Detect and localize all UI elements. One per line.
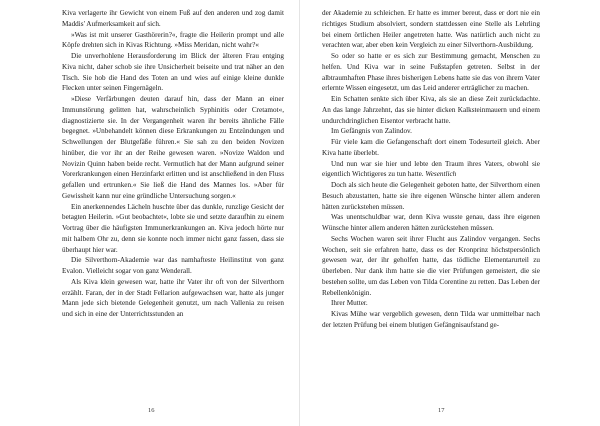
paragraph: Was unentschuldbar war, denn Kiva wusste genau, dass ihre eigenen Wünsche hinter allem anderen hätten zurückstehen müssen.	[322, 213, 540, 232]
page-number: 17	[438, 407, 445, 414]
right-page-text	[322, 8, 540, 331]
paragraph: Für viele kam die Gefangenschaft dort einem Todesurteil gleich. Aber Kiva hatte überlebt.	[322, 138, 540, 157]
paragraph: Ein Schatten senkte sich über Kiva, als sie an diese Zeit zurückdachte. An das lange Jahrzehnt, das sie hinter dicken Kalksteinmauern und einem undurchdringlichen Eisentor verbracht hatte.	[322, 95, 540, 125]
paragraph: So oder so hatte er es sich zur Bestimmung gemacht, Menschen zu helfen. Und Kiva war in seine Fußstapfen getreten. Selbst in der albtraumhaften Phase ihres bisherigen Lebens hatte sie das von ihrem Vater erlernte Wissen eingesetzt, um das Leid anderer erträglicher zu machen.	[322, 52, 540, 93]
paragraph: Kiva verlagerte ihr Gewicht von einem Fuß auf den anderen und zog damit Maddis' Aufmerksamkeit auf sich.	[62, 9, 284, 28]
paragraph: Ihrer Mutter.	[331, 299, 368, 308]
right-page	[300, 0, 600, 426]
paragraph: »Diese Verfärbungen deuten darauf hin, dass der Mann an einer Immunstörung gelitten hat, wahrscheinlich Syphinitis oder Cretamot«, diagnostizierte sie. In der Vergangenheit waren ihr bereits ähnliche Fälle begegnet. »Unbehandelt können diese Erkrankungen zu Entzündungen und Schwellungen der Blutgefäße führen.« Sie sah zu den beiden Novizen hinüber, die vor ihr an der Reihe gewesen waren. »Novize Waldon und Novizin Quinn haben beide recht. Vermutlich hat der Mann aufgrund seiner Vorerkrankungen einen Herzinfarkt erlitten und ist anschließend in den Fluss gefallen und ertrunken.« Sie ließ die Hand des Mannes los. »Aber für Gewissheit kann nur eine gründliche Untersuchung sorgen.«	[62, 95, 284, 200]
paragraph: »Was ist mit unserer Gasthörerin?«, fragte die Heilerin prompt und alle Köpfe drehten sich in Kivas Richtung. »Miss Meridan, nicht wahr?«	[62, 30, 284, 50]
paragraph: Ein anerkennendes Lächeln huschte über das dunkle, runzlige Gesicht der betagten Heilerin. »Gut beobachtet«, lobte sie und setzte daraufhin zu einem Vortrag über die häufigsten Immunerkrankungen an. Kiva jedoch hörte nur mit halbem Ohr zu, denn sie konnte noch immer nicht ganz fassen, dass sie überhaupt hier war.	[62, 202, 284, 254]
paragraph: Sechs Wochen waren seit ihrer Flucht aus Zalindov vergangen. Sechs Wochen, seit sie erfahren hatte, dass es der Kronprinz höchstpersönlich gewesen war, der ihr geholfen hatte, das tödliche Elementarurteil zu überleben. Nur dank ihm hatte sie die vier Prüfungen gemeistert, die sie bestehen sollte, um das Leben von Tilda Corentine zu retten. Das Leben der Rebellenkönigin.	[322, 234, 540, 297]
paragraph	[322, 159, 540, 181]
paragraph: der Akademie zu schleichen. Er hatte es immer bereut, dass er dort nie ein richtiges Studium absolviert, sondern stattdessen eine Stelle als Lehrling bei einem örtlichen Heiler angetreten hatte. Was natürlich auch nicht zu verachten war, aber eben kein Vergleich zu einer Silverthorn-Ausbildung.	[322, 9, 540, 50]
paragraph: Die Silverthorn-Akademie war das namhafteste Heilinstitut von ganz Evalon. Vielleicht sogar von ganz Wenderall.	[62, 256, 284, 275]
paragraph: Im Gefängnis von Zalindov.	[331, 127, 412, 136]
paragraph: Doch als sich heute die Gelegenheit geboten hatte, der Silverthorn einen Besuch abzustatten, hatte sie ihre eigenen Wünsche hinter allem anderen hätten zurückstehen müssen.	[322, 181, 540, 211]
page-number: 16	[148, 407, 155, 414]
paragraph: Als Kiva klein gewesen war, hatte ihr Vater ihr oft von der Silverthorn erzählt. Faran, der in der Stadt Fellarion aufgewachsen war, hatte als junger Mann jede sich bietende Gelegenheit genutzt, um nach Vallenia zu reisen und sich in eine der Unterrichtsstunden an	[62, 277, 284, 318]
paragraph: Kivas Mühe war vergeblich gewesen, denn Tilda war unmittelbar nach der letzten Prüfung bei einem blutigen Gefängnisaufstand ge-	[322, 310, 540, 329]
emphasized-word: Wesentlich	[425, 170, 457, 179]
paragraph: Die unverhohlene Herausforderung im Blick der älteren Frau entging Kiva nicht, daher schob sie ihre Unsicherheit beiseite und trat näher an den Tisch. Sie hob die Hand des Toten an und wies auf einige kleine dunkle Flecken unter seinen Fingernägeln.	[62, 52, 284, 93]
left-page-text	[62, 8, 284, 320]
paragraph-text: Und nun war sie hier und lebte den Traum ihres Vaters, obwohl sie eigentlich Wichtigeres zu tun hatte.	[322, 159, 540, 179]
